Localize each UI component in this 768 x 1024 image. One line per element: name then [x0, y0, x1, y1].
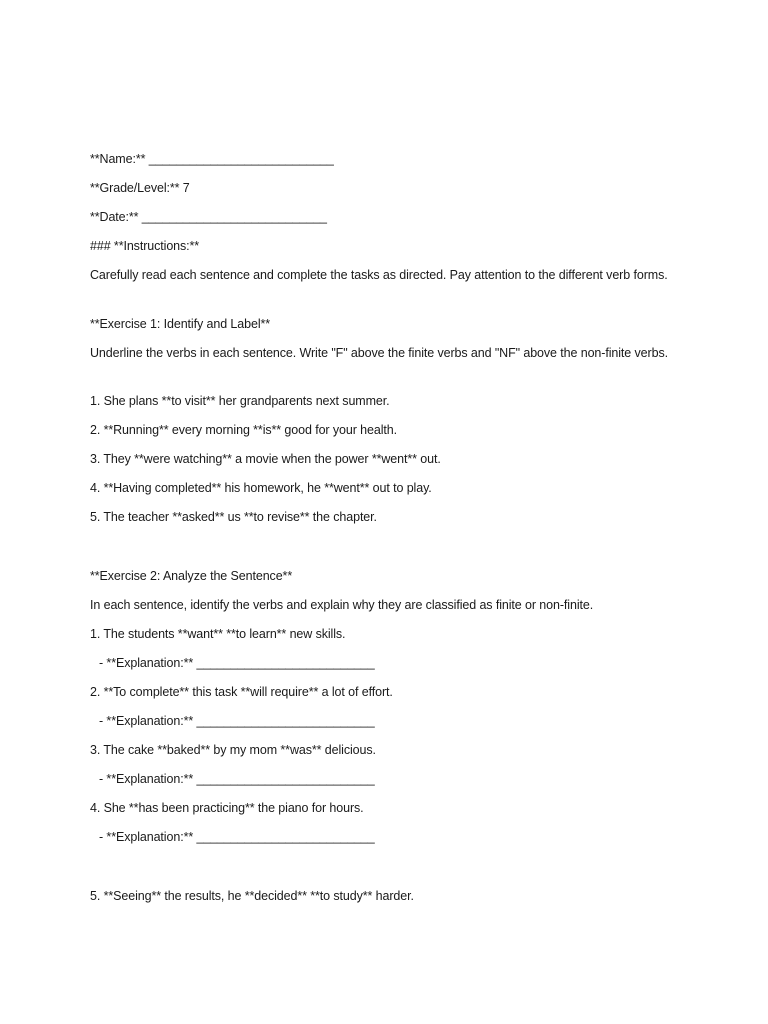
exercise2-title: **Exercise 2: Analyze the Sentence** [90, 569, 293, 583]
exercise2-directions: In each sentence, identify the verbs and explain why they are classified as finite or non-finite. [90, 598, 594, 612]
exercise1-directions: Underline the verbs in each sentence. Write "F" above the finite verbs and "NF" above the non-finite verbs. [90, 346, 668, 360]
exercise2-item-3: 3. The cake **baked** by my mom **was** delicious. [90, 743, 376, 757]
exercise2-item-1: 1. The students **want** **to learn** new skills. [90, 627, 346, 641]
exercise2-item-2: 2. **To complete** this task **will require** a lot of effort. [90, 685, 393, 699]
exercise2-item-4: 4. She **has been practicing** the piano for hours. [90, 801, 364, 815]
grade-field: **Grade/Level:** 7 [90, 181, 190, 195]
name-field: **Name:** ___________________________ [90, 152, 334, 166]
exercise1-item-1: 1. She plans **to visit** her grandparents next summer. [90, 394, 390, 408]
exercise1-item-3: 3. They **were watching** a movie when the power **went** out. [90, 452, 441, 466]
exercise2-item-5: 5. **Seeing** the results, he **decided** **to study** harder. [90, 889, 414, 903]
exercise2-explanation-1: - **Explanation:** __________________________ [99, 656, 375, 670]
exercise1-item-5: 5. The teacher **asked** us **to revise** the chapter. [90, 510, 377, 524]
exercise1-title: **Exercise 1: Identify and Label** [90, 317, 271, 331]
exercise2-explanation-4: - **Explanation:** __________________________ [99, 830, 375, 844]
exercise2-explanation-3: - **Explanation:** __________________________ [99, 772, 375, 786]
exercise1-item-4: 4. **Having completed** his homework, he **went** out to play. [90, 481, 432, 495]
date-field: **Date:** ___________________________ [90, 210, 327, 224]
exercise2-explanation-2: - **Explanation:** __________________________ [99, 714, 375, 728]
instructions-heading: ### **Instructions:** [90, 239, 200, 253]
instructions-text: Carefully read each sentence and complete the tasks as directed. Pay attention to the different verb forms. [90, 268, 668, 282]
exercise1-item-2: 2. **Running** every morning **is** good for your health. [90, 423, 397, 437]
